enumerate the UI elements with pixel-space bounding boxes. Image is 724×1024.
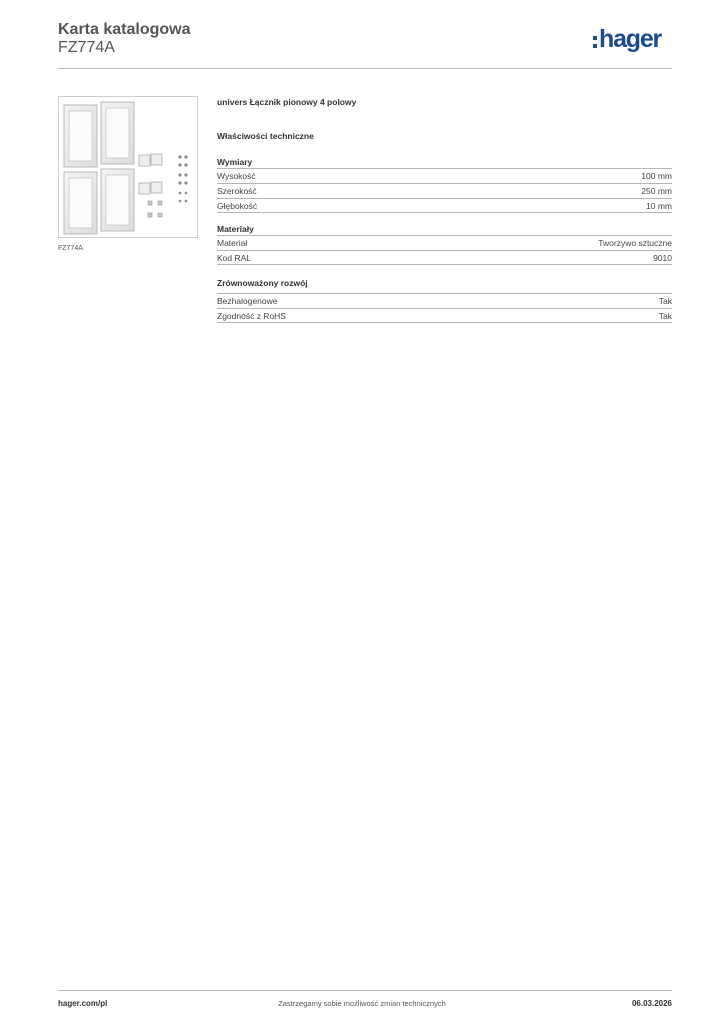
footer-divider xyxy=(58,990,672,991)
product-image xyxy=(58,96,198,238)
product-code: FZ774A xyxy=(58,39,115,56)
row-label: Materiał xyxy=(217,238,248,248)
row-label: Wysokość xyxy=(217,171,256,181)
table-row xyxy=(217,235,672,250)
row-label: Kod RAL xyxy=(217,253,252,263)
section-title-dimensions: Wymiary xyxy=(217,157,253,167)
product-illustration-icon xyxy=(59,97,197,237)
technical-properties-heading: Właściwości techniczne xyxy=(217,131,314,141)
row-label: Głębokość xyxy=(217,201,258,211)
row-value: 100 mm xyxy=(641,171,672,181)
row-value: 10 mm xyxy=(646,201,672,211)
row-value: Tak xyxy=(658,296,672,306)
table-row xyxy=(217,183,672,198)
logo-dots-icon xyxy=(593,36,597,50)
table-row xyxy=(217,293,672,308)
row-label: Bezhalogenowe xyxy=(217,296,278,306)
hager-logo[interactable] xyxy=(593,25,673,57)
footer-date: 06.03.2026 xyxy=(631,999,672,1008)
table-row xyxy=(217,308,672,323)
table-row xyxy=(217,168,672,183)
header-divider xyxy=(58,68,672,69)
website-link[interactable]: hager.com/pl xyxy=(58,999,108,1008)
row-value: Tak xyxy=(658,311,672,321)
row-value: Tworzywo sztuczne xyxy=(598,238,672,248)
section-title-materials: Materiały xyxy=(217,224,254,234)
row-label: Szerokość xyxy=(217,186,257,196)
row-label: Zgodność z RoHS xyxy=(217,311,286,321)
row-value: 250 mm xyxy=(641,186,672,196)
logo-wordmark: hager xyxy=(599,25,662,53)
image-caption: FZ774A xyxy=(58,245,83,252)
table-row xyxy=(217,198,672,213)
table-row xyxy=(217,250,672,265)
footer-note: Zastrzegamy sobie możliwość zmian technicznych xyxy=(278,999,446,1008)
document-title: Karta katalogowa xyxy=(58,21,191,38)
product-name: univers Łącznik pionowy 4 polowy xyxy=(217,97,357,107)
section-title-sustainability: Zrównoważony rozwój xyxy=(217,278,308,288)
row-value: 9010 xyxy=(653,253,672,263)
